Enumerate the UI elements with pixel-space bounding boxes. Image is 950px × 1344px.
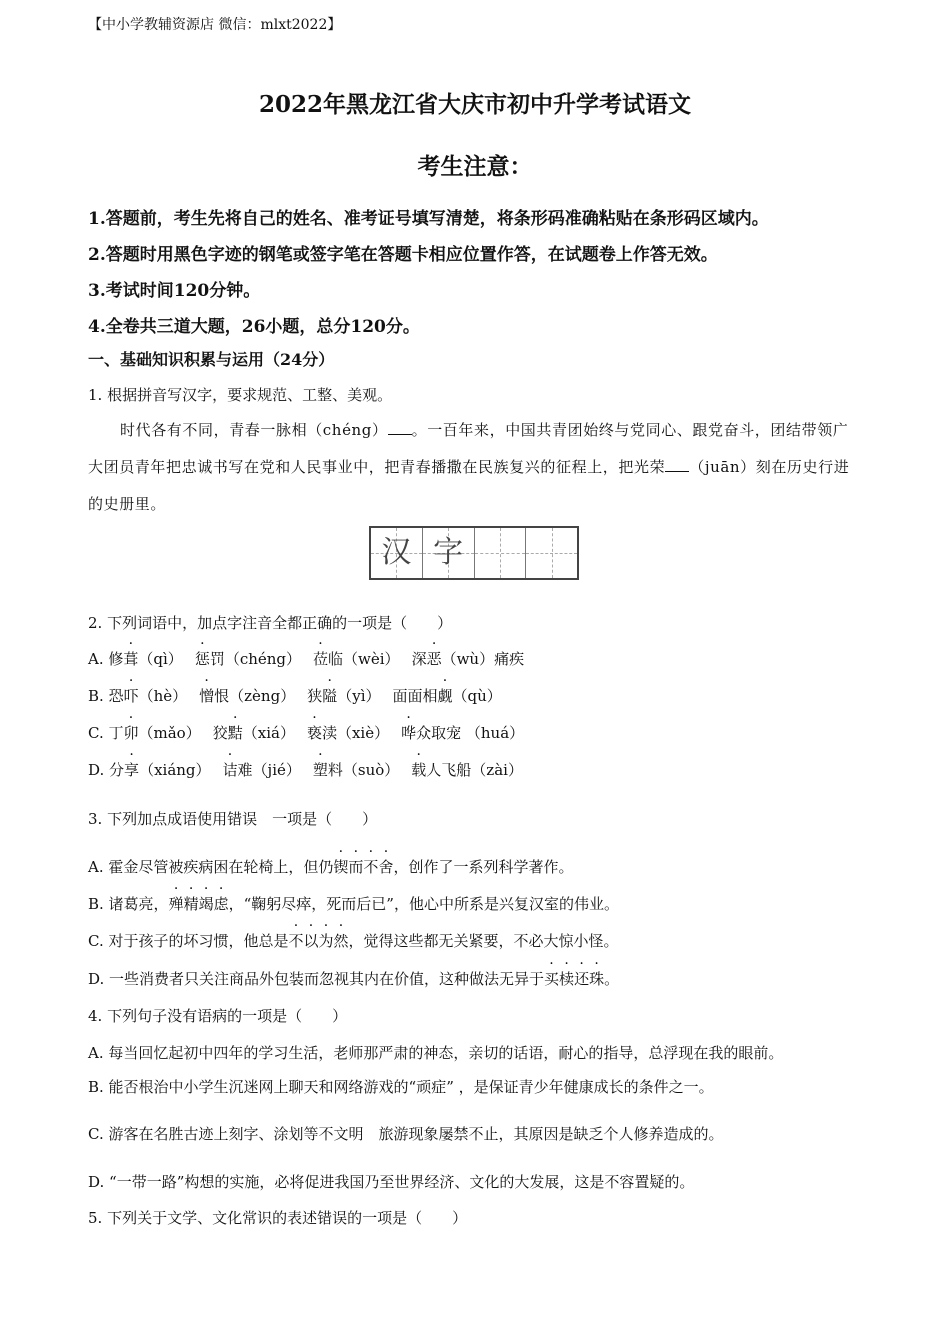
passage-part-3: （juān）刻在历史行进的史册里。 (88, 458, 850, 513)
dotted-char: 卯 (123, 724, 139, 742)
option-text: B. 诸葛亮， (88, 895, 169, 913)
q4-option-c: C. 游客在名胜古迹上刻字、涂划等不文明 旅游现象屡禁不止，其原因是缺乏个人修养造成的。 (88, 1125, 724, 1143)
section-heading: 一、基础知识积累与运用（24分） (88, 350, 335, 369)
dotted-char: 塑 (312, 761, 328, 779)
word-item: 莅临（wèi） (313, 650, 400, 668)
word-item: 修葺（qì） (108, 650, 183, 668)
passage-part-1: 时代各有不同，青春一脉相（chéng） (120, 421, 388, 439)
q4-option-d: D. “一带一路”构想的实施，必将促进我国乃至世界经济、文化的大发展，这是不容置疑的。 (88, 1173, 695, 1191)
q2-option-c (88, 722, 536, 743)
dotted-idiom: 买椟还珠 (544, 970, 605, 988)
q2-option-d (88, 759, 535, 780)
word-item: 载人飞船（zài） (411, 761, 523, 779)
word-item: 憎恨（zèng） (199, 687, 296, 705)
option-text: ，创作了一系列科学著作。 (393, 858, 574, 876)
option-text: D. 一些消费者只关注商品外包装而忽视其内在价值，这种做法无异于 (88, 970, 545, 988)
option-label: B. (88, 687, 109, 705)
notice-2: 2.答题时用黑色字迹的钢笔或签字笔在答题卡相应位置作答，在试题卷上作答无效。 (88, 245, 718, 265)
question-2-stem: 2. 下列词语中，加点字注音全都正确的一项是（ ） (88, 614, 453, 632)
option-text: ，“鞠躬尽瘁，死而后已”，他心中所系是兴复汉室的伟业。 (228, 895, 619, 913)
q3-option-d (88, 968, 619, 989)
dotted-char: 亵 (306, 724, 322, 742)
question-1-passage (88, 412, 863, 523)
word-item: 狡黠（xiá） (212, 724, 295, 742)
answer-blank-1 (388, 420, 412, 435)
q4-option-a: A. 每当回忆起初中四年的学习生活，老师那严肃的神态，亲切的话语，耐心的指导，总浮现在我的眼前。 (88, 1044, 784, 1062)
answer-blank-2 (665, 457, 689, 472)
dotted-char: 恶 (426, 650, 442, 668)
grid-cell (475, 528, 527, 578)
question-4-stem: 4. 下列句子没有语病的一项是（ ） (88, 1007, 348, 1025)
q2-option-b (88, 685, 514, 706)
notice-4: 4.全卷共三道大题，26小题，总分120分。 (88, 317, 420, 337)
dotted-char: 莅 (313, 650, 329, 668)
passage-part-2: 。一百年来，中国共青团始终与党同心、跟党奋斗，团结带领广大团员青年把忠诚书写在党和人民事业中，把青春播撒在民族复兴的征程上，把光荣 (88, 421, 849, 476)
question-5-stem: 5. 下列关于文学、文化常识的表述错误的一项是（ ） (88, 1209, 468, 1227)
dotted-char: 惩 (194, 650, 210, 668)
word-item: 亵渎（xiè） (306, 724, 390, 742)
q2-option-a (88, 648, 536, 669)
option-text: C. 对于孩子的坏习惯，他总是 (88, 932, 289, 950)
grid-cell (371, 528, 423, 578)
grid-char: 汉 (381, 535, 412, 570)
option-label: A. (88, 650, 109, 668)
word-item: 丁卯（mǎo） (108, 724, 201, 742)
exam-subtitle: 考生注意： (417, 153, 533, 180)
notice-3: 3.考试时间120分钟。 (88, 281, 261, 301)
option-text: A. 霍金尽管被疾病困在轮椅上，但仍 (88, 858, 334, 876)
option-text: ，觉得这些都无关紧要，不必大惊小怪。 (348, 932, 619, 950)
word-item: 惩罚（chéng） (194, 650, 302, 668)
q3-option-b (88, 893, 619, 914)
notice-1: 1.答题前，考生先将自己的姓名、准考证号填写清楚，将条形码准确粘贴在条形码区域内。 (88, 209, 769, 229)
option-text: 。 (604, 970, 620, 988)
word-item: 狭隘（yì） (307, 687, 381, 705)
dotted-char: 葺 (123, 650, 139, 668)
grid-cell (526, 528, 577, 578)
writing-grid (369, 526, 579, 580)
grid-char: 字 (433, 535, 464, 570)
word-item: 诘难（jié） (222, 761, 301, 779)
dotted-char: 哗 (401, 724, 417, 742)
grid-cell (423, 528, 475, 578)
dotted-char: 憎 (199, 687, 215, 705)
word-item: 面面相觑（qù） (392, 687, 502, 705)
dotted-char: 享 (124, 761, 140, 779)
q3-option-c (88, 930, 619, 951)
word-item: 塑料（suò） (312, 761, 400, 779)
word-item: 深恶（wù）痛疾 (411, 650, 525, 668)
q3-option-a (88, 856, 573, 877)
option-label: C. (88, 724, 109, 742)
dotted-idiom: 锲而不舍 (333, 858, 394, 876)
dotted-char: 觑 (437, 687, 453, 705)
dotted-idiom: 殚精竭虑 (168, 895, 229, 913)
dotted-char: 诘 (222, 761, 238, 779)
option-label: D. (88, 761, 110, 779)
dotted-char: 载 (411, 761, 427, 779)
word-item: 哗众取宠 （huá） (401, 724, 525, 742)
word-item: 分享（xiáng） (109, 761, 211, 779)
word-item: 恐吓（hè） (108, 687, 188, 705)
dotted-char: 隘 (322, 687, 338, 705)
question-3-stem: 3. 下列加点成语使用错误 一项是（ ） (88, 810, 378, 828)
exam-title: 2022年黑龙江省大庆市初中升学考试语文 (258, 91, 691, 118)
header-note: 【中小学教辅资源店 微信：mlxt2022】 (88, 17, 342, 33)
dotted-char: 黠 (227, 724, 243, 742)
dotted-char: 吓 (123, 687, 139, 705)
question-1-stem: 1. 根据拼音写汉字，要求规范、工整、美观。 (88, 386, 393, 404)
q4-option-b: B. 能否根治中小学生沉迷网上聊天和网络游戏的“顽症” ，是保证青少年健康成长的条件之一。 (88, 1078, 714, 1096)
dotted-idiom: 不以为然 (288, 932, 349, 950)
